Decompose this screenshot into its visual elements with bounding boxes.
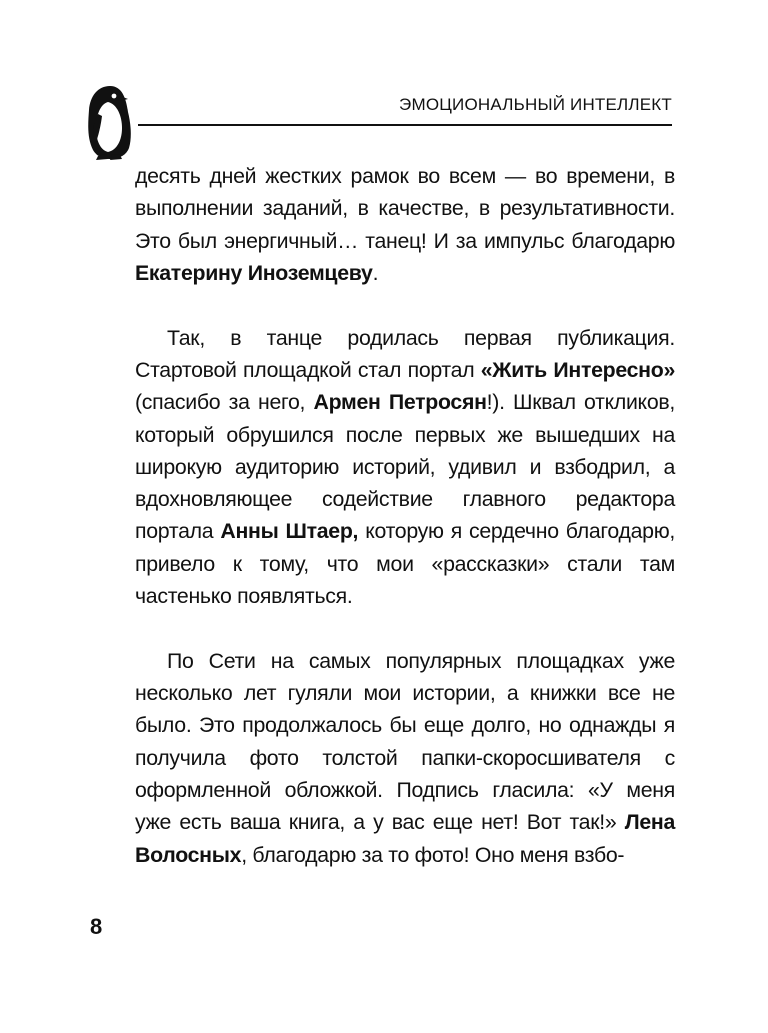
p3-bold-name: Лена Волосных: [135, 810, 675, 867]
paragraph-2: [135, 322, 675, 613]
p2-text-2: (спасибо за него,: [135, 390, 314, 415]
p2-bold-portal: «Жить Интересно»: [480, 357, 675, 382]
p3-text-2: , благодарю за то фото! Оно меня взбо-: [241, 842, 625, 867]
p2-text-4: которую я сердечно благодарю, привело к тому, что мои «рассказки» стали там частенько появляться.: [135, 519, 675, 609]
p2-text-1: Так, в танце родилась первая публикация. Стартовой площадкой стал портал: [135, 325, 675, 382]
p2-bold-name-1: Армен Петросян: [313, 390, 487, 415]
p1-text-1: десять дней жестких рамок во всем — во времени, в выполнении заданий, в качестве, в результативности. Это был энергичный… танец! И за импульс благодарю: [135, 164, 675, 253]
p1-text-2: .: [372, 260, 379, 285]
p2-text-3: !). Шквал откликов, который обрушился после первых же вышедших на широкую аудиторию историй, удивил и взбодрил, а вдохновляющее содействие главного редактора портала: [135, 390, 675, 544]
p1-bold-name: Екатерину Иноземцеву: [135, 260, 373, 285]
paragraph-3: [135, 645, 675, 871]
p2-bold-name-2: Анны Штаер,: [220, 519, 359, 544]
body-text: [135, 160, 675, 871]
penguin-icon: [84, 84, 132, 160]
p3-text-1: По Сети на самых популярных площадках уже несколько лет гуляли мои истории, а книжки все не было. Это продолжалось бы еще долго, но однажды я получила фото толстой папки-скоросшивателя с оформленной обложкой. Подпись гласила: «У меня уже есть ваша книга, а у вас еще нет! Вот так!»: [135, 648, 675, 835]
page-number: 8: [90, 914, 103, 939]
paragraph-gap: [135, 612, 675, 645]
running-title: ЭМОЦИОНАЛЬНЫЙ ИНТЕЛЛЕКТ: [399, 95, 672, 114]
header-divider: [138, 124, 672, 126]
paragraph-gap: [135, 289, 675, 322]
paragraph-1: [135, 160, 675, 289]
